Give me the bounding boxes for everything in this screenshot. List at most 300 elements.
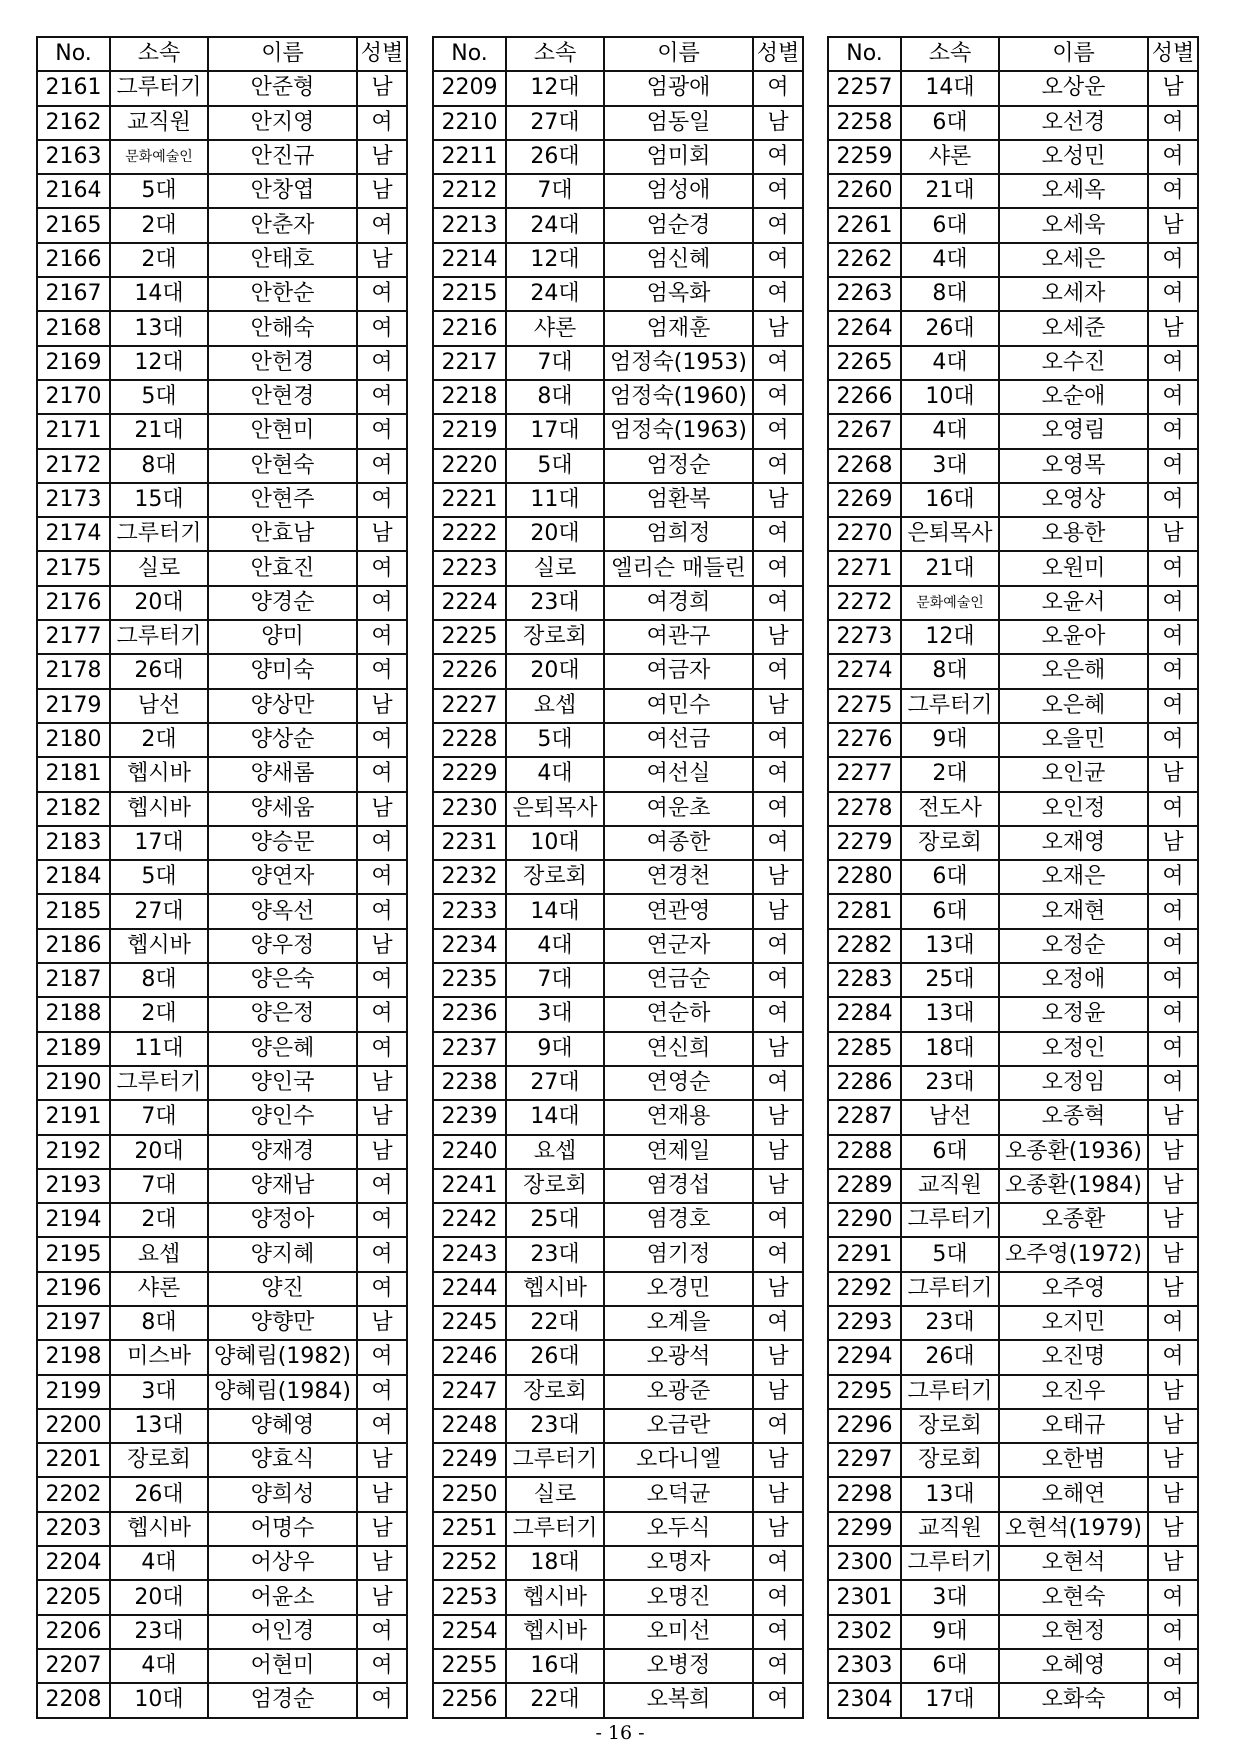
table-row [37, 106, 407, 140]
member-affiliation: 27대 [506, 1066, 604, 1100]
member-affiliation: 14대 [110, 277, 208, 311]
member-number: 2173 [37, 483, 110, 517]
table-row [37, 517, 407, 551]
member-affiliation: 12대 [901, 620, 999, 654]
table-row [37, 311, 407, 345]
table-row [433, 140, 803, 174]
member-gender: 남 [357, 1512, 407, 1546]
member-name: 오원미 [999, 551, 1148, 585]
member-name: 양연자 [208, 860, 357, 894]
header-row [433, 37, 803, 71]
member-affiliation: 10대 [110, 1683, 208, 1717]
member-gender: 남 [753, 1340, 803, 1374]
member-name: 엘리슨 매들린 [604, 551, 753, 585]
member-gender: 여 [357, 449, 407, 483]
member-number: 2161 [37, 71, 110, 105]
member-affiliation: 장로회 [110, 1443, 208, 1477]
member-number: 2216 [433, 311, 506, 345]
member-gender: 여 [1148, 1306, 1198, 1340]
table-row [37, 243, 407, 277]
member-gender: 여 [357, 1409, 407, 1443]
member-number: 2251 [433, 1512, 506, 1546]
member-number: 2244 [433, 1272, 506, 1306]
table-row [37, 346, 407, 380]
member-name: 여관구 [604, 620, 753, 654]
member-number: 2276 [828, 723, 901, 757]
member-affiliation: 10대 [506, 826, 604, 860]
table-row [433, 449, 803, 483]
table-row [828, 963, 1198, 997]
member-affiliation: 8대 [901, 277, 999, 311]
member-gender: 여 [753, 140, 803, 174]
member-name: 양미 [208, 620, 357, 654]
member-name: 오정순 [999, 929, 1148, 963]
member-name: 오상운 [999, 71, 1148, 105]
member-affiliation: 샤론 [901, 140, 999, 174]
member-name: 연영순 [604, 1066, 753, 1100]
member-gender: 남 [357, 1066, 407, 1100]
member-gender: 여 [1148, 929, 1198, 963]
member-affiliation: 3대 [506, 997, 604, 1031]
member-gender: 여 [1148, 997, 1198, 1031]
member-affiliation: 실로 [110, 551, 208, 585]
member-name: 오세옥 [999, 174, 1148, 208]
member-name: 오재영 [999, 826, 1148, 860]
member-name: 오세은 [999, 243, 1148, 277]
table-row [37, 860, 407, 894]
table-row [433, 1203, 803, 1237]
member-gender: 여 [357, 311, 407, 345]
member-number: 2164 [37, 174, 110, 208]
member-number: 2183 [37, 826, 110, 860]
member-affiliation: 5대 [110, 380, 208, 414]
member-affiliation: 장로회 [901, 1443, 999, 1477]
member-name: 안현경 [208, 380, 357, 414]
member-gender: 여 [753, 757, 803, 791]
table-row [37, 997, 407, 1031]
member-gender: 남 [1148, 826, 1198, 860]
member-name: 오지민 [999, 1306, 1148, 1340]
member-gender: 남 [1148, 311, 1198, 345]
table-row [37, 277, 407, 311]
member-affiliation: 23대 [506, 1237, 604, 1271]
column-header: 성별 [1148, 37, 1198, 71]
member-affiliation: 26대 [506, 140, 604, 174]
header-row [828, 37, 1198, 71]
table-row [433, 1237, 803, 1271]
member-name: 양혜영 [208, 1409, 357, 1443]
member-number: 2184 [37, 860, 110, 894]
member-affiliation: 9대 [901, 723, 999, 757]
member-affiliation: 헵시바 [110, 1512, 208, 1546]
member-name: 오종혁 [999, 1100, 1148, 1134]
member-number: 2197 [37, 1306, 110, 1340]
member-name: 오경민 [604, 1272, 753, 1306]
member-number: 2280 [828, 860, 901, 894]
member-gender: 여 [357, 1272, 407, 1306]
member-gender: 남 [1148, 757, 1198, 791]
member-affiliation: 22대 [506, 1306, 604, 1340]
member-name: 오해연 [999, 1477, 1148, 1511]
member-name: 양인수 [208, 1100, 357, 1134]
member-name: 안효남 [208, 517, 357, 551]
table-row [433, 757, 803, 791]
member-number: 2286 [828, 1066, 901, 1100]
table-row [828, 517, 1198, 551]
member-name: 엄옥화 [604, 277, 753, 311]
table-row [828, 346, 1198, 380]
member-number: 2265 [828, 346, 901, 380]
member-name: 오한범 [999, 1443, 1148, 1477]
member-gender: 남 [753, 1512, 803, 1546]
member-number: 2260 [828, 174, 901, 208]
table-row [828, 1375, 1198, 1409]
member-name: 양은혜 [208, 1032, 357, 1066]
member-gender: 여 [1148, 723, 1198, 757]
member-affiliation: 2대 [110, 208, 208, 242]
member-name: 양향만 [208, 1306, 357, 1340]
table-row [828, 860, 1198, 894]
member-name: 오광석 [604, 1340, 753, 1374]
member-number: 2185 [37, 894, 110, 928]
member-number: 2249 [433, 1443, 506, 1477]
table-row [37, 1546, 407, 1580]
table-row [37, 1375, 407, 1409]
member-affiliation: 24대 [506, 208, 604, 242]
roster-table-1 [36, 36, 408, 1719]
member-affiliation: 2대 [110, 723, 208, 757]
member-gender: 여 [753, 929, 803, 963]
member-name: 어윤소 [208, 1580, 357, 1614]
member-number: 2250 [433, 1477, 506, 1511]
member-gender: 여 [1148, 1580, 1198, 1614]
member-name: 엄미회 [604, 140, 753, 174]
member-number: 2179 [37, 689, 110, 723]
member-number: 2294 [828, 1340, 901, 1374]
table-row [433, 1375, 803, 1409]
member-gender: 여 [357, 757, 407, 791]
member-number: 2200 [37, 1409, 110, 1443]
table-row [828, 792, 1198, 826]
member-number: 2287 [828, 1100, 901, 1134]
member-affiliation: 전도사 [901, 792, 999, 826]
member-number: 2196 [37, 1272, 110, 1306]
member-gender: 여 [1148, 860, 1198, 894]
member-gender: 여 [753, 449, 803, 483]
table-row [828, 826, 1198, 860]
member-number: 2285 [828, 1032, 901, 1066]
member-number: 2215 [433, 277, 506, 311]
column-header: 이름 [604, 37, 753, 71]
member-name: 염경호 [604, 1203, 753, 1237]
table-row [37, 174, 407, 208]
member-gender: 여 [357, 483, 407, 517]
member-number: 2292 [828, 1272, 901, 1306]
member-number: 2301 [828, 1580, 901, 1614]
table-row [37, 894, 407, 928]
member-affiliation: 25대 [506, 1203, 604, 1237]
member-number: 2233 [433, 894, 506, 928]
member-number: 2206 [37, 1615, 110, 1649]
member-gender: 남 [357, 1135, 407, 1169]
member-affiliation: 4대 [901, 414, 999, 448]
member-affiliation: 20대 [110, 1135, 208, 1169]
table-row [433, 1477, 803, 1511]
column-header: No. [37, 37, 110, 71]
column-header: No. [828, 37, 901, 71]
table-row [37, 1443, 407, 1477]
table-row [37, 586, 407, 620]
member-gender: 여 [357, 1169, 407, 1203]
member-name: 오윤아 [999, 620, 1148, 654]
table-row [37, 792, 407, 826]
member-affiliation: 13대 [110, 1409, 208, 1443]
member-number: 2210 [433, 106, 506, 140]
member-name: 안헌경 [208, 346, 357, 380]
member-gender: 여 [753, 346, 803, 380]
member-number: 2273 [828, 620, 901, 654]
member-affiliation: 그루터기 [901, 1375, 999, 1409]
member-gender: 남 [1148, 1169, 1198, 1203]
member-gender: 여 [753, 1615, 803, 1649]
member-number: 2217 [433, 346, 506, 380]
table-row [828, 757, 1198, 791]
member-number: 2169 [37, 346, 110, 380]
member-affiliation: 13대 [901, 929, 999, 963]
member-gender: 여 [357, 1237, 407, 1271]
member-name: 오용한 [999, 517, 1148, 551]
member-affiliation: 은퇴목사 [901, 517, 999, 551]
member-number: 2211 [433, 140, 506, 174]
member-gender: 여 [357, 346, 407, 380]
member-gender: 남 [1148, 1375, 1198, 1409]
member-number: 2277 [828, 757, 901, 791]
member-affiliation: 17대 [901, 1683, 999, 1717]
member-affiliation: 4대 [110, 1649, 208, 1683]
member-affiliation: 8대 [110, 449, 208, 483]
member-name: 양희성 [208, 1477, 357, 1511]
member-number: 2174 [37, 517, 110, 551]
member-affiliation: 5대 [901, 1237, 999, 1271]
roster-table-3 [827, 36, 1199, 1719]
member-name: 연군자 [604, 929, 753, 963]
member-gender: 남 [1148, 1409, 1198, 1443]
member-gender: 여 [1148, 346, 1198, 380]
member-name: 엄정숙(1960) [604, 380, 753, 414]
member-name: 오현석 [999, 1546, 1148, 1580]
member-name: 엄신혜 [604, 243, 753, 277]
member-affiliation: 미스바 [110, 1340, 208, 1374]
member-affiliation: 샤론 [506, 311, 604, 345]
member-number: 2186 [37, 929, 110, 963]
member-affiliation: 3대 [901, 1580, 999, 1614]
member-gender: 남 [753, 620, 803, 654]
member-gender: 남 [1148, 71, 1198, 105]
table-row [433, 311, 803, 345]
member-number: 2204 [37, 1546, 110, 1580]
member-gender: 여 [1148, 277, 1198, 311]
member-affiliation: 헵시바 [506, 1272, 604, 1306]
table-row [433, 1032, 803, 1066]
member-affiliation: 26대 [110, 1477, 208, 1511]
member-affiliation: 8대 [901, 654, 999, 688]
member-number: 2182 [37, 792, 110, 826]
table-row [433, 414, 803, 448]
member-name: 염경섭 [604, 1169, 753, 1203]
member-gender: 남 [753, 1477, 803, 1511]
table-row [828, 1615, 1198, 1649]
member-name: 양진 [208, 1272, 357, 1306]
member-gender: 여 [357, 1340, 407, 1374]
member-name: 오종환(1936) [999, 1135, 1148, 1169]
member-number: 2181 [37, 757, 110, 791]
member-affiliation: 교직원 [901, 1169, 999, 1203]
member-affiliation: 5대 [110, 860, 208, 894]
table-row [433, 1135, 803, 1169]
member-number: 2263 [828, 277, 901, 311]
member-gender: 남 [357, 1546, 407, 1580]
member-affiliation: 27대 [110, 894, 208, 928]
member-name: 양정아 [208, 1203, 357, 1237]
member-name: 양재경 [208, 1135, 357, 1169]
table-row [433, 860, 803, 894]
member-gender: 여 [1148, 963, 1198, 997]
member-number: 2236 [433, 997, 506, 1031]
table-row [828, 414, 1198, 448]
member-number: 2257 [828, 71, 901, 105]
member-name: 오금란 [604, 1409, 753, 1443]
member-name: 오재현 [999, 894, 1148, 928]
member-name: 오세준 [999, 311, 1148, 345]
member-affiliation: 21대 [901, 551, 999, 585]
member-number: 2274 [828, 654, 901, 688]
member-affiliation: 7대 [110, 1169, 208, 1203]
table-row [37, 483, 407, 517]
member-name: 오덕균 [604, 1477, 753, 1511]
member-gender: 남 [753, 894, 803, 928]
table-row [828, 689, 1198, 723]
member-gender: 여 [753, 1306, 803, 1340]
member-name: 여선금 [604, 723, 753, 757]
table-row [828, 929, 1198, 963]
member-affiliation: 3대 [901, 449, 999, 483]
member-gender: 여 [753, 208, 803, 242]
member-name: 오화숙 [999, 1683, 1148, 1717]
member-name: 오종환(1984) [999, 1169, 1148, 1203]
member-gender: 여 [753, 963, 803, 997]
member-gender: 여 [753, 1409, 803, 1443]
member-affiliation: 그루터기 [506, 1443, 604, 1477]
table-row [433, 894, 803, 928]
member-name: 오다니엘 [604, 1443, 753, 1477]
member-number: 2243 [433, 1237, 506, 1271]
member-number: 2193 [37, 1169, 110, 1203]
member-number: 2299 [828, 1512, 901, 1546]
table-row [433, 483, 803, 517]
table-row [37, 414, 407, 448]
table-row [433, 346, 803, 380]
member-gender: 여 [357, 551, 407, 585]
member-gender: 여 [1148, 894, 1198, 928]
member-gender: 여 [357, 106, 407, 140]
member-number: 2227 [433, 689, 506, 723]
member-gender: 여 [357, 586, 407, 620]
member-affiliation: 장로회 [506, 620, 604, 654]
member-name: 안해숙 [208, 311, 357, 345]
member-name: 오미선 [604, 1615, 753, 1649]
table-row [828, 1340, 1198, 1374]
member-gender: 남 [753, 860, 803, 894]
member-number: 2270 [828, 517, 901, 551]
member-gender: 남 [1148, 1443, 1198, 1477]
table-row [37, 208, 407, 242]
member-number: 2218 [433, 380, 506, 414]
member-number: 2238 [433, 1066, 506, 1100]
member-name: 양혜림(1984) [208, 1375, 357, 1409]
member-affiliation: 26대 [901, 1340, 999, 1374]
table-row [828, 311, 1198, 345]
member-gender: 여 [1148, 380, 1198, 414]
header-row [37, 37, 407, 71]
member-gender: 여 [753, 1580, 803, 1614]
member-gender: 여 [753, 654, 803, 688]
member-affiliation: 22대 [506, 1683, 604, 1717]
member-affiliation: 21대 [110, 414, 208, 448]
member-name: 오윤서 [999, 586, 1148, 620]
member-number: 2209 [433, 71, 506, 105]
member-name: 오정인 [999, 1032, 1148, 1066]
member-affiliation: 21대 [901, 174, 999, 208]
member-affiliation: 교직원 [901, 1512, 999, 1546]
member-affiliation: 요셉 [506, 1135, 604, 1169]
member-number: 2291 [828, 1237, 901, 1271]
member-name: 연경천 [604, 860, 753, 894]
member-affiliation: 26대 [506, 1340, 604, 1374]
member-name: 오주영(1972) [999, 1237, 1148, 1271]
member-number: 2247 [433, 1375, 506, 1409]
member-affiliation: 그루터기 [110, 1066, 208, 1100]
roster-table-2 [432, 36, 804, 1719]
member-gender: 남 [1148, 208, 1198, 242]
member-number: 2302 [828, 1615, 901, 1649]
member-name: 오병정 [604, 1649, 753, 1683]
member-gender: 여 [1148, 620, 1198, 654]
table-row [828, 1100, 1198, 1134]
member-name: 안준형 [208, 71, 357, 105]
member-name: 오인균 [999, 757, 1148, 791]
member-affiliation: 24대 [506, 277, 604, 311]
member-name: 오종환 [999, 1203, 1148, 1237]
member-affiliation: 11대 [110, 1032, 208, 1066]
member-number: 2279 [828, 826, 901, 860]
member-affiliation: 26대 [901, 311, 999, 345]
table-row [37, 1512, 407, 1546]
member-number: 2256 [433, 1683, 506, 1717]
member-gender: 남 [357, 689, 407, 723]
member-gender: 남 [753, 1375, 803, 1409]
table-row [433, 586, 803, 620]
member-gender: 여 [1148, 792, 1198, 826]
member-number: 2230 [433, 792, 506, 826]
member-number: 2255 [433, 1649, 506, 1683]
member-number: 2289 [828, 1169, 901, 1203]
member-gender: 남 [1148, 1203, 1198, 1237]
member-name: 연금순 [604, 963, 753, 997]
column-header: 소속 [110, 37, 208, 71]
member-gender: 여 [753, 1066, 803, 1100]
member-name: 여선실 [604, 757, 753, 791]
member-affiliation: 11대 [506, 483, 604, 517]
